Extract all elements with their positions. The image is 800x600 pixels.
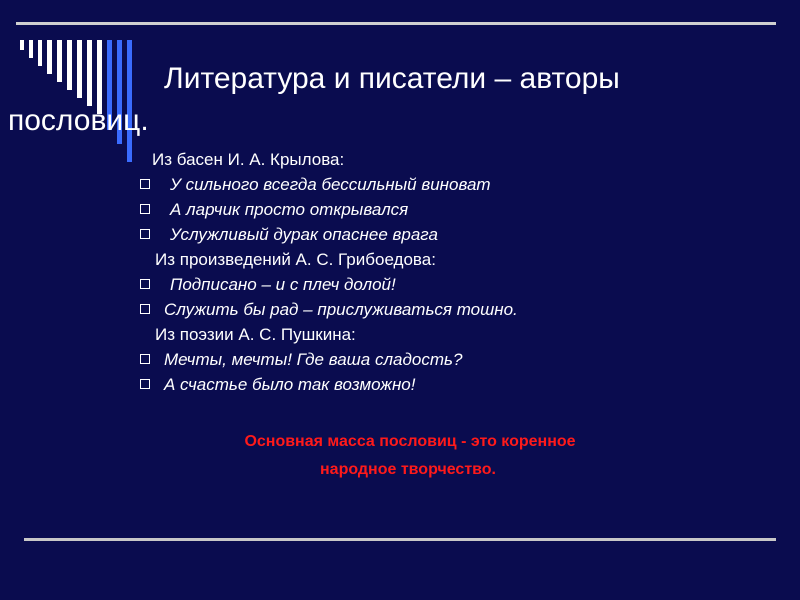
summary-line-1: Основная масса пословиц - это коренное	[244, 433, 576, 450]
list-item	[140, 224, 438, 246]
list-item-text: Служить бы рад – прислуживаться тошно.	[164, 300, 518, 319]
square-bullet-icon	[140, 179, 150, 189]
square-bullet-icon	[140, 204, 150, 214]
list-item-text: А ларчик просто открывался	[170, 200, 409, 219]
list-item	[140, 374, 415, 396]
list-item-text: Подписано – и с плеч долой!	[170, 275, 396, 294]
list-item	[140, 174, 491, 196]
list-item	[140, 299, 518, 321]
summary-line-2: народное творчество.	[320, 461, 496, 478]
list-item-text: У сильного всегда бессильный виноват	[170, 175, 491, 194]
square-bullet-icon	[140, 304, 150, 314]
slide-title	[8, 62, 788, 138]
square-bullet-icon	[140, 229, 150, 239]
title-line-2: пословиц.	[8, 104, 149, 137]
list-item-text: Услужливый дурак опаснее врага	[170, 225, 438, 244]
top-divider	[16, 22, 776, 25]
list-item	[140, 274, 396, 296]
square-bullet-icon	[140, 354, 150, 364]
list-item	[140, 349, 462, 371]
list-item-text: Мечты, мечты! Где ваша сладость?	[164, 350, 463, 369]
list-item-text: А счастье было так возможно!	[164, 375, 416, 394]
section-heading-griboedov: Из произведений А. С. Грибоедова:	[155, 250, 436, 269]
bottom-divider	[24, 538, 776, 541]
square-bullet-icon	[140, 379, 150, 389]
list-item	[140, 199, 408, 221]
summary-note	[0, 428, 800, 484]
section-heading-pushkin: Из поэзии А. С. Пушкина:	[155, 325, 356, 344]
square-bullet-icon	[140, 279, 150, 289]
section-heading-krylov: Из басен И. А. Крылова:	[152, 150, 345, 169]
title-line-1: Литература и писатели – авторы	[164, 62, 620, 95]
